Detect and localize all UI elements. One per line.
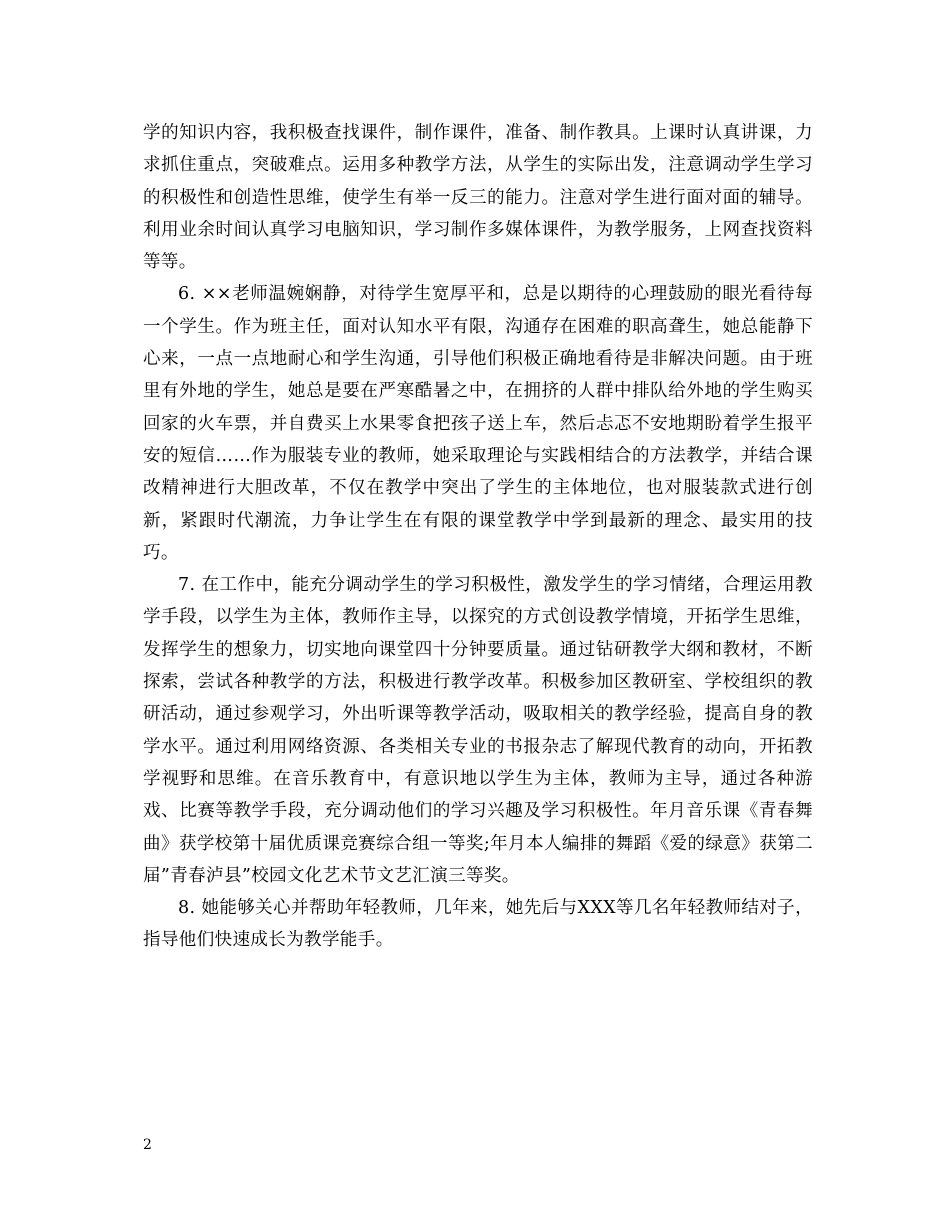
paragraph-item-8: 8. 她能够关心并帮助年轻教师，几年来，她先后与XXX等几名年轻教师结对子，指导他们快速成长为教学能手。 [143,898,813,951]
paragraph-item-6: 6. ××老师温婉娴静，对待学生宽厚平和，总是以期待的心理鼓励的眼光看待每一个学生。作为班主任，面对认知水平有限，沟通存在困难的职高聋生，她总能静下心来，一点一点地耐心和学生沟通，引导他们积极正确地看待是非解决问题。由于班里有外地的学生，她总是要在严寒酷暑之中，在拥挤的人群中排队给外地的学生购买回家的火车票，并自费买上水果零食把孩子送上车，然后忐忑不安地期盼着学生报平安的短信……作为服装专业的教师，她采取理论与实践相结合的方法教学，并结合课改精神进行大胆改革，不仅在教学中突出了学生的主体地位，也对服装款式进行创新，紧跟时代潮流，力争让学生在有限的课堂教学中学到最新的理念、最实用的技巧。 [143,284,813,563]
paragraph-continuation: 学的知识内容，我积极查找课件，制作课件，准备、制作教具。上课时认真讲课，力求抓住重点，突破难点。运用多种教学方法，从学生的实际出发，注意调动学生学习的积极性和创造性思维，使学生有举一反三的能力。注意对学生进行面对面的辅导。利用业余时间认真学习电脑知识，学习制作多媒体课件，为教学服务，上网查找资料等等。 [143,123,813,273]
paragraph-item-7: 7. 在工作中，能充分调动学生的学习积极性，激发学生的学习情绪，合理运用教学手段，以学生为主体，教师作主导，以探究的方式创设教学情境，开拓学生思维，发挥学生的想象力，切实地向课堂四十分钟要质量。通过钻研教学大纲和教材，不断探索，尝试各种教学的方法，积极进行教学改革。积极参加区教研室、学校组织的教研活动，通过参观学习，外出听课等教学活动，吸取相关的教学经验，提高自身的教学水平。通过利用网络资源、各类相关专业的书报杂志了解现代教育的动向，开拓教学视野和思维。在音乐教育中，有意识地以学生为主体，教师为主导，通过各种游戏、比赛等教学手段，充分调动他们的学习兴趣及学习积极性。年月音乐课《青春舞曲》获学校第十届优质课竞赛综合组一等奖;年月本人编排的舞蹈《爱的绿意》获第二届”青春泸县”校园文化艺术节文艺汇演三等奖。 [143,575,813,886]
page-number: 2 [143,1137,152,1153]
document-body [143,117,813,957]
